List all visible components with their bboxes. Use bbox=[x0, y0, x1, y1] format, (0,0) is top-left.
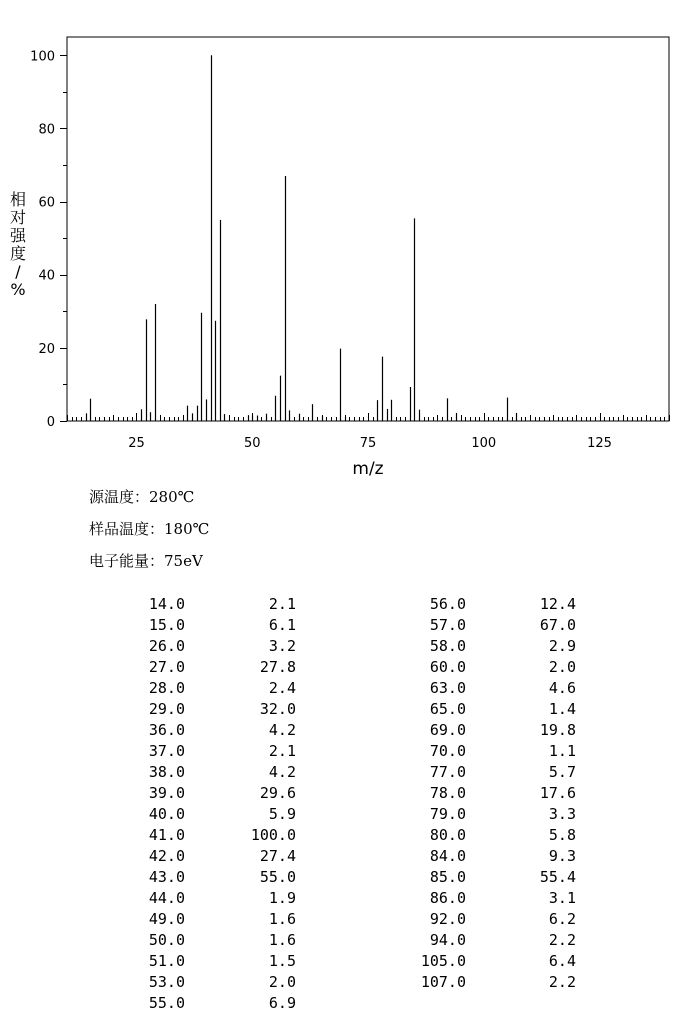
y-axis-label-char: / bbox=[15, 262, 21, 281]
y-tick-label: 0 bbox=[46, 415, 55, 430]
table-intensity-cell: 2.9 bbox=[548, 637, 576, 655]
table-intensity-cell: 4.2 bbox=[268, 763, 296, 781]
y-tick-label: 80 bbox=[38, 122, 55, 138]
y-tick-label: 60 bbox=[38, 195, 55, 211]
table-mz-cell: 42.0 bbox=[148, 847, 185, 865]
table-intensity-cell: 1.6 bbox=[268, 910, 296, 928]
table-mz-cell: 63.0 bbox=[429, 679, 466, 697]
table-mz-cell: 44.0 bbox=[148, 889, 185, 907]
table-mz-cell: 78.0 bbox=[429, 784, 466, 802]
table-mz-cell: 26.0 bbox=[148, 637, 185, 655]
table-intensity-cell: 6.1 bbox=[268, 616, 296, 634]
table-intensity-cell: 1.4 bbox=[548, 700, 576, 718]
x-tick-label: 75 bbox=[359, 436, 377, 451]
table-mz-cell: 27.0 bbox=[148, 658, 185, 676]
table-intensity-cell: 3.2 bbox=[268, 637, 296, 655]
table-mz-cell: 79.0 bbox=[429, 805, 466, 823]
table-mz-cell: 86.0 bbox=[429, 889, 466, 907]
table-mz-cell: 84.0 bbox=[429, 847, 466, 865]
y-axis-label bbox=[10, 190, 27, 299]
table-mz-cell: 38.0 bbox=[148, 763, 185, 781]
table-mz-cell: 15.0 bbox=[148, 616, 185, 634]
table-mz-cell: 60.0 bbox=[429, 658, 466, 676]
y-axis-label-char: 相 bbox=[9, 190, 27, 209]
table-intensity-cell: 2.0 bbox=[268, 973, 296, 991]
table-intensity-cell: 2.2 bbox=[548, 973, 576, 991]
table-mz-cell: 56.0 bbox=[429, 595, 466, 613]
x-tick-label: 100 bbox=[471, 436, 497, 451]
table-intensity-cell: 4.2 bbox=[268, 721, 296, 739]
table-mz-cell: 53.0 bbox=[148, 973, 185, 991]
y-axis-label-char: % bbox=[10, 280, 26, 299]
electron-energy: 电子能量：75eV bbox=[89, 552, 203, 570]
table-intensity-cell: 19.8 bbox=[539, 721, 576, 739]
table-mz-cell: 14.0 bbox=[148, 595, 185, 613]
table-intensity-cell: 55.4 bbox=[539, 868, 576, 886]
table-mz-cell: 41.0 bbox=[148, 826, 185, 844]
source-temperature: 源温度：280℃ bbox=[89, 488, 195, 506]
x-axis-ticks bbox=[68, 413, 670, 451]
table-mz-cell: 80.0 bbox=[429, 826, 466, 844]
table-intensity-cell: 29.6 bbox=[259, 784, 296, 802]
table-mz-cell: 69.0 bbox=[429, 721, 466, 739]
table-mz-cell: 55.0 bbox=[148, 994, 185, 1012]
table-intensity-cell: 32.0 bbox=[259, 700, 296, 718]
table-intensity-cell: 9.3 bbox=[548, 847, 576, 865]
table-intensity-cell: 2.0 bbox=[548, 658, 576, 676]
table-intensity-cell: 5.8 bbox=[548, 826, 576, 844]
table-mz-cell: 85.0 bbox=[429, 868, 466, 886]
table-mz-cell: 94.0 bbox=[429, 931, 466, 949]
table-intensity-cell: 5.7 bbox=[548, 763, 576, 781]
table-intensity-cell: 2.1 bbox=[268, 595, 296, 613]
y-axis-label-char: 度 bbox=[9, 244, 27, 263]
table-mz-cell: 50.0 bbox=[148, 931, 185, 949]
table-intensity-cell: 67.0 bbox=[539, 616, 576, 634]
table-intensity-cell: 4.6 bbox=[548, 679, 576, 697]
table-intensity-cell: 27.8 bbox=[259, 658, 296, 676]
table-intensity-cell: 6.9 bbox=[268, 994, 296, 1012]
table-mz-cell: 28.0 bbox=[148, 679, 185, 697]
x-tick-label: 50 bbox=[243, 436, 261, 451]
y-axis-label-char: 对 bbox=[9, 208, 27, 227]
table-mz-cell: 92.0 bbox=[429, 910, 466, 928]
y-tick-label: 20 bbox=[38, 341, 55, 357]
table-intensity-cell: 17.6 bbox=[539, 784, 576, 802]
table-mz-cell: 51.0 bbox=[148, 952, 185, 970]
table-intensity-cell: 55.0 bbox=[259, 868, 296, 886]
y-tick-label: 100 bbox=[30, 49, 55, 65]
plot-frame bbox=[67, 37, 669, 421]
spectrum-bars bbox=[87, 55, 517, 421]
table-mz-cell: 40.0 bbox=[148, 805, 185, 823]
table-mz-cell: 105.0 bbox=[420, 952, 466, 970]
table-mz-cell: 107.0 bbox=[420, 973, 466, 991]
y-tick-label: 40 bbox=[38, 268, 55, 284]
table-mz-cell: 29.0 bbox=[148, 700, 185, 718]
table-intensity-cell: 1.9 bbox=[268, 889, 296, 907]
table-mz-cell: 39.0 bbox=[148, 784, 185, 802]
mass-spectrum-chart bbox=[0, 0, 696, 490]
table-intensity-cell: 2.1 bbox=[268, 742, 296, 760]
table-mz-cell: 58.0 bbox=[429, 637, 466, 655]
table-mz-cell: 77.0 bbox=[429, 763, 466, 781]
table-intensity-cell: 3.1 bbox=[548, 889, 576, 907]
table-intensity-cell: 1.6 bbox=[268, 931, 296, 949]
table-intensity-cell: 2.2 bbox=[548, 931, 576, 949]
y-axis-ticks bbox=[30, 49, 67, 430]
table-mz-cell: 37.0 bbox=[148, 742, 185, 760]
table-intensity-cell: 2.4 bbox=[268, 679, 296, 697]
table-mz-cell: 70.0 bbox=[429, 742, 466, 760]
table-intensity-cell: 100.0 bbox=[250, 826, 296, 844]
table-mz-cell: 65.0 bbox=[429, 700, 466, 718]
table-intensity-cell: 3.3 bbox=[548, 805, 576, 823]
table-mz-cell: 57.0 bbox=[429, 616, 466, 634]
table-intensity-cell: 6.4 bbox=[548, 952, 576, 970]
table-intensity-cell: 6.2 bbox=[548, 910, 576, 928]
table-intensity-cell: 5.9 bbox=[268, 805, 296, 823]
table-mz-cell: 36.0 bbox=[148, 721, 185, 739]
sample-temperature: 样品温度：180℃ bbox=[89, 520, 210, 538]
table-intensity-cell: 12.4 bbox=[539, 595, 576, 613]
x-tick-label: 125 bbox=[587, 436, 612, 451]
x-tick-label: 25 bbox=[128, 436, 145, 451]
table-intensity-cell: 1.5 bbox=[268, 952, 296, 970]
table-mz-cell: 49.0 bbox=[148, 910, 185, 928]
table-intensity-cell: 27.4 bbox=[259, 847, 296, 865]
table-intensity-cell: 1.1 bbox=[548, 742, 576, 760]
table-mz-cell: 43.0 bbox=[148, 868, 185, 886]
y-axis-label-char: 强 bbox=[9, 226, 27, 245]
x-axis-label: m/z bbox=[352, 459, 384, 479]
